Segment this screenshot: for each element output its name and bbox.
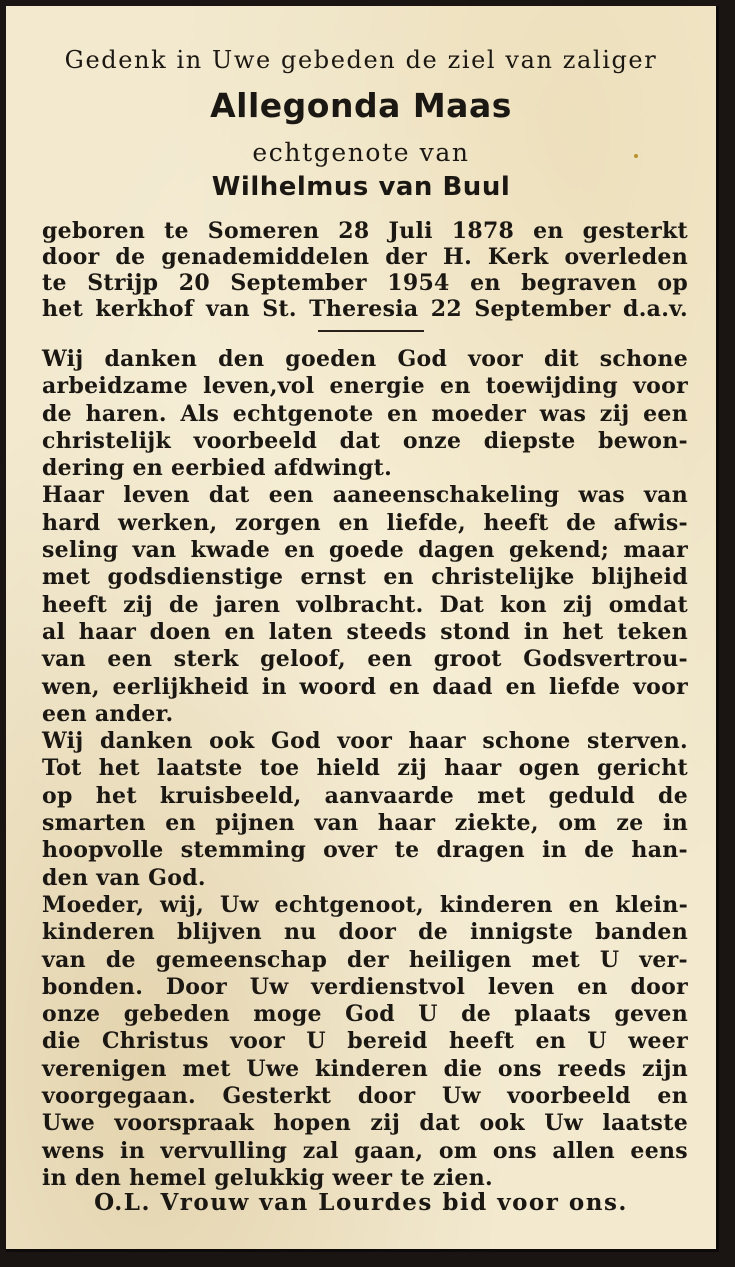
memorial-card	[6, 6, 719, 1252]
text-line: den van God.	[42, 864, 206, 891]
text-line: van de gemeenschap der heiligen met U ver-	[42, 946, 688, 973]
text-line: smarten en pijnen van haar ziekte, om ze in	[42, 810, 688, 837]
text-line: met godsdienstige ernst en christelijke blijheid	[42, 564, 688, 591]
biography-paragraph	[42, 218, 688, 322]
text-line: Uwe voorspraak hopen zij dat ook Uw laatste	[42, 1110, 688, 1137]
text-line: seling van kwade en goede dagen gekend; maar	[42, 537, 688, 564]
text-line: een ander.	[42, 700, 174, 727]
intro-line: Gedenk in Uwe gebeden de ziel van zaliger	[64, 46, 658, 74]
text-line: in den hemel gelukkig weer te zien.	[42, 1164, 493, 1191]
text-line: Haar leven dat een aaneenschakeling was van	[42, 482, 688, 509]
text-line: al haar doen en laten steeds stond in het teken	[42, 618, 688, 645]
biography-line: geboren te Someren 28 Juli 1878 en gesterkt	[42, 218, 688, 244]
text-line: verenigen met Uwe kinderen die ons reeds zijn	[42, 1055, 688, 1082]
deceased-name: Allegonda Maas	[210, 86, 512, 125]
text-line: wens in vervulling zal gaan, om ons allen eens	[42, 1137, 688, 1164]
text-line: de haren. Als echtgenote en moeder was zij een	[42, 400, 688, 427]
text-line: Moeder, wij, Uw echtgenoot, kinderen en klein-	[42, 891, 688, 918]
text-line: dering en eerbied afdwingt.	[42, 455, 393, 482]
divider-rule	[318, 330, 424, 332]
text-line: hoopvolle stemming over te dragen in de han-	[42, 837, 688, 864]
text-line: christelijk voorbeeld dat onze diepste bewon-	[42, 427, 688, 454]
text-line: hard werken, zorgen en liefde, heeft de afwis-	[42, 509, 688, 536]
biography-line: te Strijp 20 September 1954 en begraven op	[42, 270, 688, 296]
text-line: Wij danken den goeden God voor dit schone	[42, 346, 688, 372]
biography-line: door de genademiddelen der H. Kerk overleden	[42, 244, 688, 270]
text-line: op het kruisbeeld, aanvaarde met geduld de	[42, 782, 688, 809]
text-line: arbeidzame leven,vol energie en toewijding voor	[42, 373, 688, 400]
closing-prayer: O.L. Vrouw van Lourdes bid voor ons.	[94, 1189, 628, 1216]
biography-line: het kerkhof van St. Theresia 22 September d.a.v.	[42, 296, 688, 322]
text-line: onze gebeden moge God U de plaats geven	[42, 1001, 688, 1028]
text-line: heeft zij de jaren volbracht. Dat kon zij omdat	[42, 591, 688, 618]
text-line: wen, eerlijkheid in woord en daad en liefde voor	[42, 673, 688, 700]
relation-line: echtgenote van	[252, 138, 470, 167]
text-line: van een sterk geloof, een groot Godsvertrou-	[42, 646, 688, 673]
text-line: Tot het laatste toe hield zij haar ogen gericht	[42, 755, 688, 782]
text-line: Wij danken ook God voor haar schone sterven.	[42, 728, 688, 755]
eulogy-text	[42, 346, 688, 1192]
text-line: die Christus voor U bereid heeft en U weer	[42, 1028, 688, 1055]
paper-speck	[634, 154, 638, 158]
text-line: kinderen blijven nu door de innigste banden	[42, 919, 688, 946]
text-line: bonden. Door Uw verdienstvol leven en door	[42, 973, 688, 1000]
text-line: voorgegaan. Gesterkt door Uw voorbeeld en	[42, 1083, 688, 1110]
spouse-name: Wilhelmus van Buul	[211, 172, 511, 202]
